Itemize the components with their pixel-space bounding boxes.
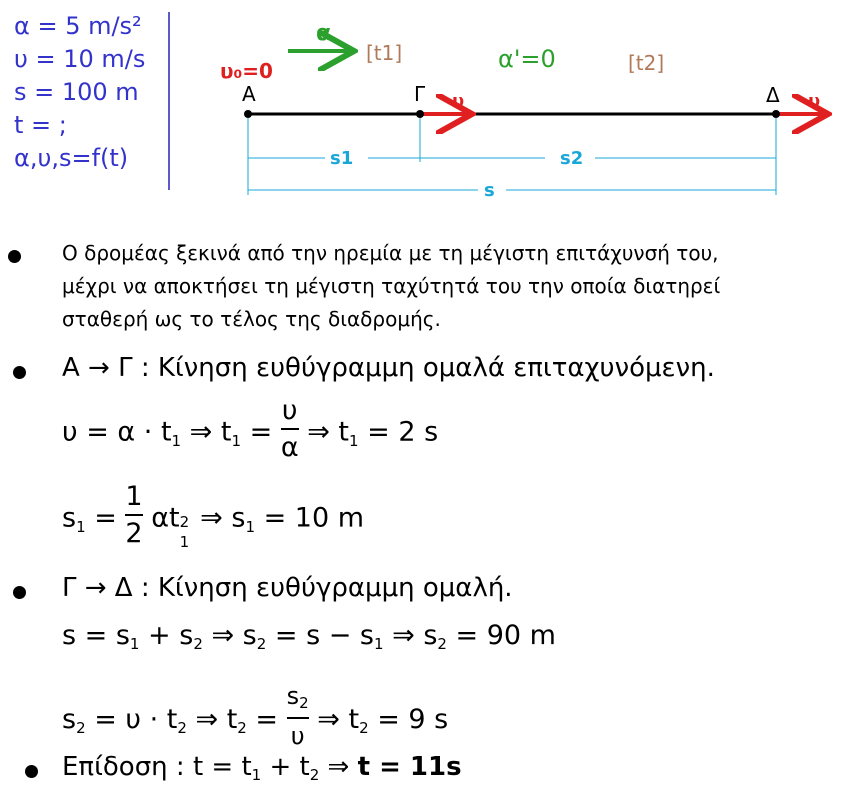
point-d <box>772 110 780 118</box>
given-distance: s = 100 m <box>14 78 139 106</box>
velocity-label-d: υ <box>808 91 821 112</box>
acceleration-label: α <box>316 21 332 46</box>
zero-acceleration-label: α'=0 <box>498 45 556 73</box>
equation-t2: s2 = υ · t2 ⇒ t2 = $\frac{s2}{\upsilon}$ ⇒ t2 = 9 s <box>62 684 448 757</box>
s-label: s <box>484 180 495 200</box>
given-block <box>14 10 145 175</box>
s1-label: s1 <box>330 148 354 169</box>
intro-line-3: σταθερή ως το τέλος της διαδρομής. <box>62 307 441 331</box>
intro-line-2: μέχρι να αποκτήσει τη μέγιστη ταχύτητά του την οποία διατηρεί <box>62 274 721 298</box>
bullet-performance <box>25 765 38 778</box>
equation-s2: s = s1 + s2 ⇒ s2 = s − s1 ⇒ s2 = 90 m <box>62 620 556 653</box>
bullet-heading-2 <box>13 586 26 599</box>
vertical-divider <box>168 12 170 190</box>
fraction-s2-over-v: $\frac{s2}{\upsilon}$ <box>286 682 309 750</box>
given-acceleration: α = 5 m/s² <box>14 12 142 40</box>
point-a <box>244 110 252 118</box>
equation-t1: υ = α · t1 ⇒ t1 = $\frac{\upsilon}{\alpha}$ ⇒ t1 = 2 s <box>62 395 439 463</box>
bullet-heading-1 <box>13 366 26 379</box>
given-velocity: υ = 10 m/s <box>14 45 146 73</box>
s2-label: s2 <box>560 148 584 169</box>
initial-velocity-label: υ₀=0 <box>220 59 273 83</box>
point-d-label: Δ <box>766 83 780 107</box>
equation-s1: s1 = $\frac{1}{2}$ αt 2 1 ⇒ s1 = 10 m <box>62 481 365 551</box>
interval-t2: [t2] <box>628 51 665 75</box>
given-time-unknown: t = ; <box>14 111 67 139</box>
point-g-label: Γ <box>414 82 426 106</box>
interval-t1: [t1] <box>366 41 403 65</box>
intro-line-1: Ο δρομέας ξεκινά από την ηρεμία με τη μέγιστη επιτάχυνσή του, <box>62 241 719 265</box>
fraction-one-half: $\frac{1}{2}$ <box>125 481 143 549</box>
point-g <box>416 110 424 118</box>
heading-uniform-motion: Γ → Δ : Κίνηση ευθύγραμμη ομαλή. <box>62 573 513 603</box>
performance-result: Επίδοση : t = t1 + t2 ⇒ t = 11s <box>62 752 462 784</box>
given-functions: α,υ,s=f(t) <box>14 144 129 172</box>
final-time: t = 11s <box>357 752 462 782</box>
velocity-label-g: υ <box>452 91 465 112</box>
heading-accelerated-motion: Α → Γ : Κίνηση ευθύγραμμη ομαλά επιταχυνόμενη. <box>62 353 715 383</box>
bullet-intro <box>8 250 21 263</box>
fraction-v-over-a: $\frac{\upsilon}{\alpha}$ <box>280 395 299 463</box>
motion-diagram <box>200 10 840 200</box>
point-a-label: Α <box>242 82 256 106</box>
